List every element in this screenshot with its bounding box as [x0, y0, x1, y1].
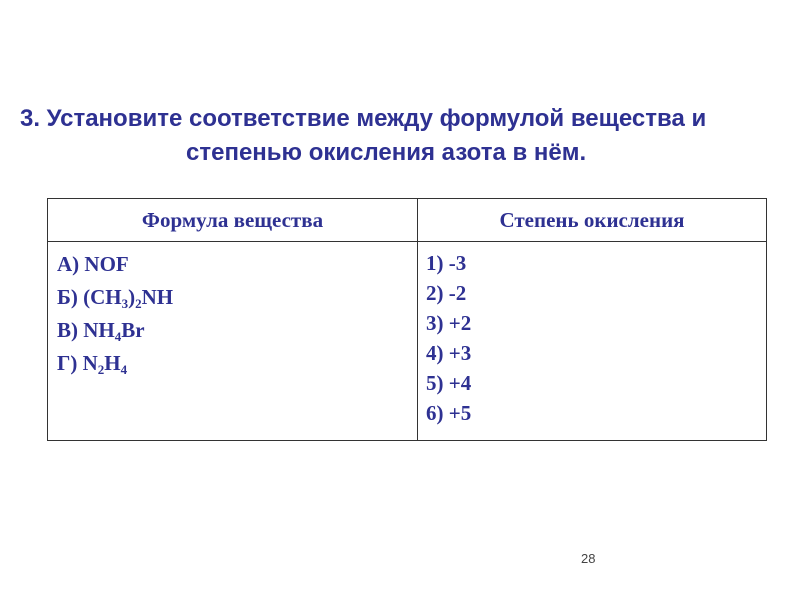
formula-subscript: 2 — [97, 362, 105, 377]
oxidation-state-item: 2) -2 — [426, 281, 467, 305]
formula-subscript: 2 — [135, 296, 142, 311]
formula-item — [57, 248, 173, 281]
formula-list — [57, 248, 173, 380]
formula-subscript: 4 — [120, 362, 128, 377]
formula-text: В) NH — [57, 318, 115, 342]
header-formula: Формула вещества — [141, 208, 324, 232]
oxidation-state-item: 5) +4 — [426, 371, 472, 395]
formula-text: Б) (CH — [57, 285, 122, 309]
formula-item — [57, 347, 173, 380]
column-divider — [417, 199, 418, 440]
table-header-row — [48, 199, 766, 242]
formula-item — [57, 314, 173, 347]
title-line-2: степенью окисления азота в нём. — [186, 139, 587, 166]
oxidation-state-item: 6) +5 — [426, 401, 472, 425]
matching-table — [47, 198, 767, 441]
formula-text: ) — [128, 285, 136, 309]
formula-item — [57, 281, 173, 314]
formula-subscript: 4 — [114, 329, 122, 344]
title-line-1: 3. Установите соответствие между формулой вещества и — [20, 105, 707, 132]
formula-subscript: 3 — [121, 296, 129, 311]
oxidation-state-item: 4) +3 — [426, 341, 472, 365]
oxidation-state-item: 3) +2 — [426, 311, 472, 335]
formula-text: А) NOF — [57, 252, 129, 276]
oxidation-state-list — [426, 248, 471, 428]
formula-text: Br — [121, 318, 145, 342]
oxidation-state-item: 1) -3 — [426, 251, 467, 275]
formula-text: Г) N — [57, 351, 98, 375]
header-oxidation-state: Степень окисления — [499, 208, 685, 232]
page-number: 28 — [581, 551, 596, 566]
formula-text: NH — [141, 285, 174, 309]
formula-text: H — [104, 351, 121, 375]
